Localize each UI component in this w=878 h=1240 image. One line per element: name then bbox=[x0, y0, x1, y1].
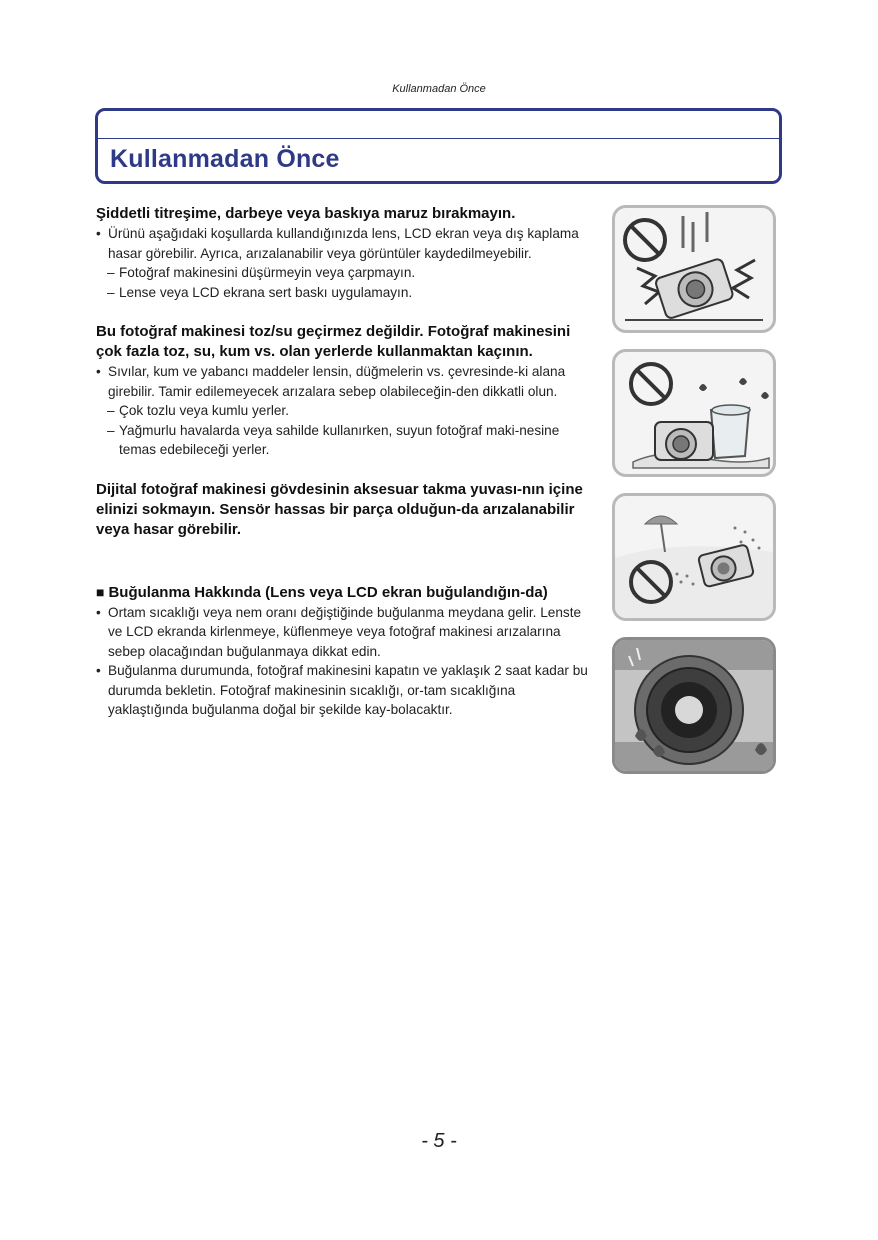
section-condensation bbox=[96, 582, 588, 720]
camera-icon bbox=[655, 422, 713, 460]
lens-icon bbox=[635, 656, 743, 764]
square-bullet-icon: ■ bbox=[96, 583, 105, 600]
illustration-beach-sand bbox=[612, 493, 776, 621]
section-heading bbox=[96, 582, 588, 603]
section-mount bbox=[96, 480, 588, 540]
section-heading: Bu fotoğraf makinesi toz/su geçirmez değildir. Fotoğraf makinesini çok fazla toz, su, kum vs. olan yerlerde kullanmaktan kaçının. bbox=[96, 323, 571, 360]
page-title: Kullanmadan Önce bbox=[110, 145, 340, 173]
bullet-item: • Ortam sıcaklığı veya nem oranı değiştiğinde buğulanma meydana gelir. Lenste ve LCD ekranda kirlenmeye, küflenmeye veya fotoğraf makinesi arızalarına sebep olacağından buğulanmaya dikkat edin. bbox=[96, 603, 588, 662]
dash-item: – Yağmurlu havalarda veya sahilde kullanırken, suyun fotoğraf maki-nesine temas edebileceği yerler. bbox=[96, 421, 588, 460]
heading-text: Buğulanma Hakkında (Lens veya LCD ekran buğulandığın-da) bbox=[108, 583, 548, 601]
camera-icon bbox=[654, 258, 734, 320]
page-number: - 5 - bbox=[421, 1130, 457, 1152]
title-box bbox=[95, 108, 782, 184]
running-header: Kullanmadan Önce bbox=[392, 83, 486, 95]
prohibition-icon bbox=[625, 220, 665, 260]
bullet-item: • Buğulanma durumunda, fotoğraf makinesini kapatın ve yaklaşık 2 saat kadar bu durumda bekletin. Fotoğraf makinesinin sıcaklığı, or-tam sıcaklığına yaklaştığında buğulanma doğal bir şekilde kay-bolacaktır. bbox=[96, 661, 588, 720]
main-content bbox=[96, 204, 588, 740]
prohibition-icon bbox=[631, 364, 671, 404]
bullet-item: • Ürünü aşağıdaki koşullarda kullandığınızda lens, LCD ekran veya dış kaplama hasar görebilir. Ayrıca, arızalanabilir veya görüntüler kaydedilmeyebilir. bbox=[96, 224, 588, 263]
dash-item: – Lense veya LCD ekrana sert baskı uygulamayın. bbox=[96, 283, 588, 303]
section-heading: Şiddetli titreşime, darbeye veya baskıya maruz bırakmayın. bbox=[96, 205, 516, 222]
illustration-dropped-camera bbox=[612, 205, 776, 333]
title-box-divider bbox=[98, 138, 779, 139]
section-dust-water bbox=[96, 322, 588, 460]
section-shock bbox=[96, 204, 588, 302]
dash-item: – Fotoğraf makinesini düşürmeyin veya çarpmayın. bbox=[96, 263, 588, 283]
dash-item: – Çok tozlu veya kumlu yerler. bbox=[96, 401, 588, 421]
umbrella-icon bbox=[645, 516, 677, 552]
illustration-condensation bbox=[612, 637, 776, 774]
section-heading: Dijital fotoğraf makinesi gövdesinin aksesuar takma yuvası-nın içine elinizi sokmayın. Sensör hassas bir parça olduğun-da arızalanabilir veya hasar görebilir. bbox=[96, 480, 583, 538]
illustration-water-spill bbox=[612, 349, 776, 477]
bullet-item: • Sıvılar, kum ve yabancı maddeler lensin, düğmelerin vs. çevresinde-ki alana girebilir. Tamir edilemeyecek arızalara sebep olabileceğin-den dikkatli olun. bbox=[96, 362, 588, 401]
